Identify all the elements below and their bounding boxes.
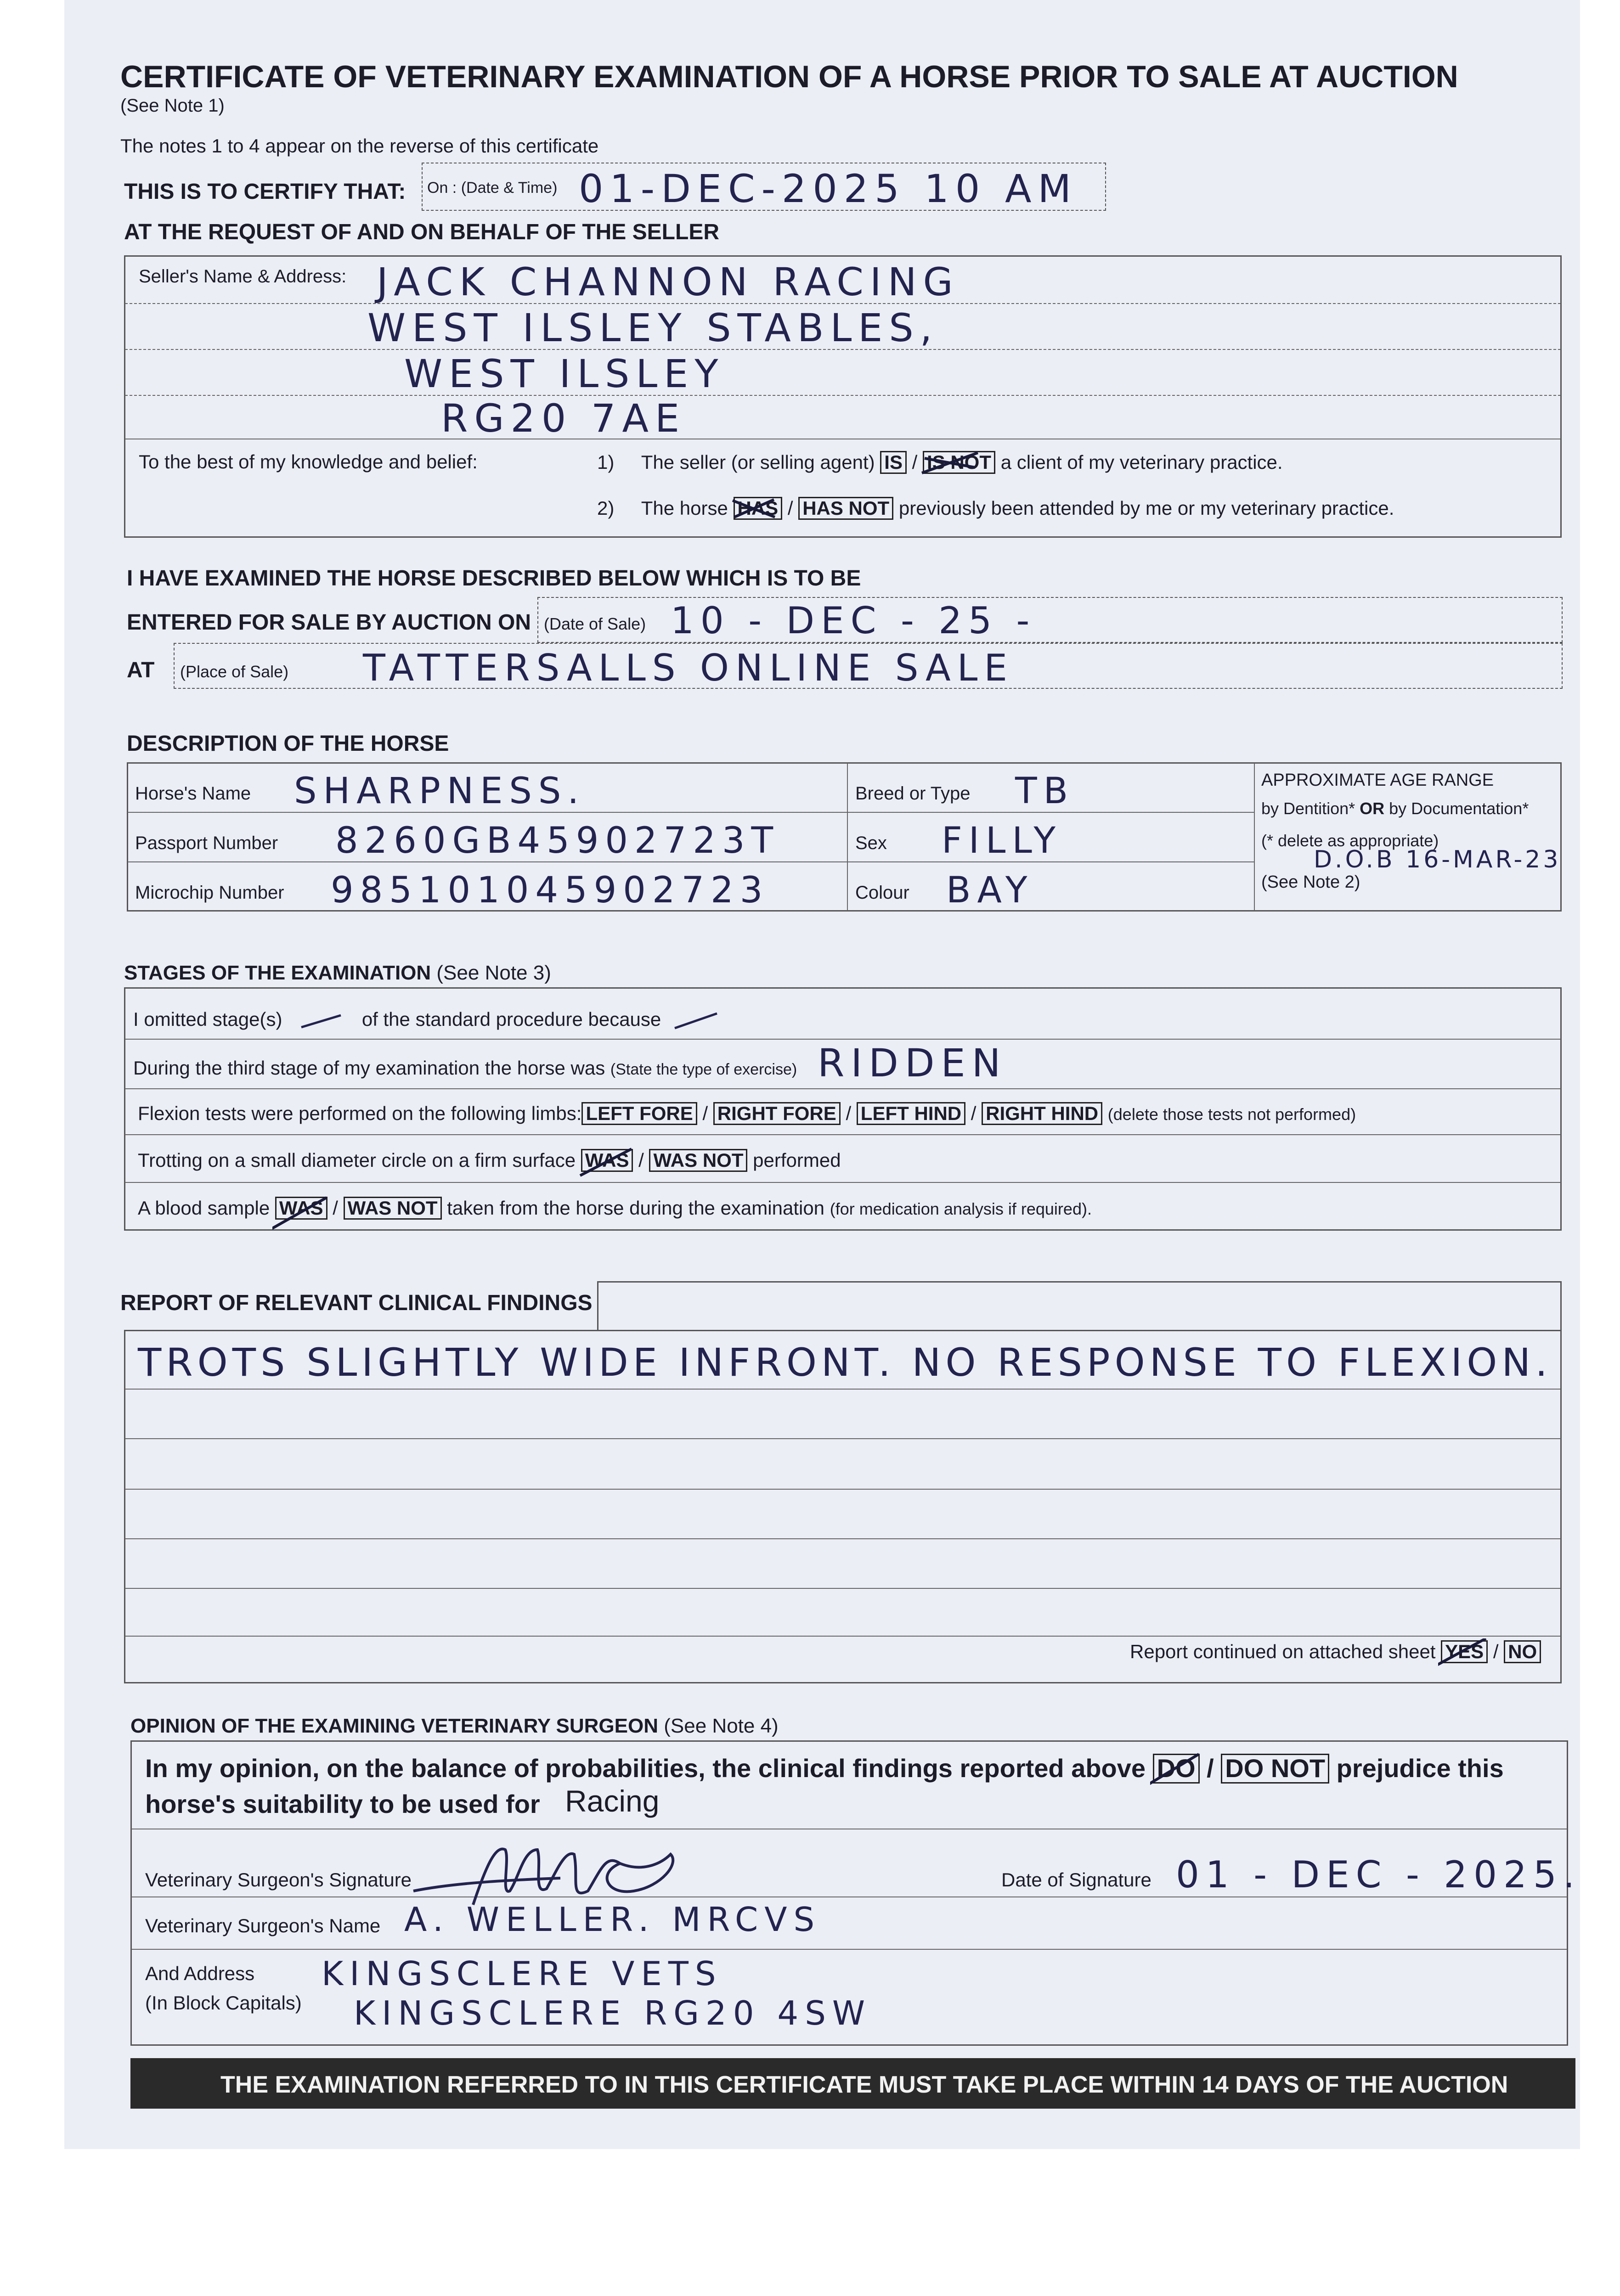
horse-name-label: Horse's Name: [135, 783, 251, 804]
address-line-1[interactable]: KINGSCLERE VETS: [322, 1954, 723, 1993]
address-hint: (In Block Capitals): [145, 1992, 302, 2014]
blood-row: A blood sample WAS / WAS NOT taken from the horse during the examination (for medication analysis if required).: [138, 1197, 1092, 1220]
report-heading: REPORT OF RELEVANT CLINICAL FINDINGS: [120, 1291, 593, 1315]
date-signature-label: Date of Signature: [1001, 1869, 1151, 1891]
certify-label: THIS IS TO CERTIFY THAT:: [124, 180, 406, 204]
sex-value[interactable]: FILLY: [942, 820, 1062, 861]
date-signature-value[interactable]: 01 - DEC - 2025.: [1176, 1853, 1581, 1896]
passport-label: Passport Number: [135, 833, 278, 853]
colour-value[interactable]: BAY: [946, 870, 1034, 911]
limb-right-fore[interactable]: RIGHT FORE: [713, 1102, 841, 1125]
colour-label: Colour: [855, 883, 909, 903]
seller-label: Seller's Name & Address:: [139, 266, 347, 287]
seller-line-3[interactable]: WEST ILSLEY: [404, 351, 725, 396]
see-note-1: (See Note 1): [120, 96, 225, 116]
knowledge-label: To the best of my knowledge and belief:: [139, 451, 478, 473]
client-is-not-option[interactable]: IS NOT: [923, 451, 995, 474]
statement-2: 2) The horse HAS / HAS NOT previously been attended by me or my veterinary practice.: [597, 497, 1394, 520]
blood-was-not-option[interactable]: WAS NOT: [344, 1197, 442, 1220]
address-line-2[interactable]: KINGSCLERE RG20 4SW: [354, 1994, 872, 2032]
opinion-heading: OPINION OF THE EXAMINING VETERINARY SURGEON (See Note 4): [130, 1715, 779, 1737]
sex-label: Sex: [855, 833, 887, 853]
trot-row: Trotting on a small diameter circle on a firm surface WAS / WAS NOT performed: [138, 1149, 841, 1172]
notes-line: The notes 1 to 4 appear on the reverse of this certificate: [120, 135, 599, 157]
signature-label: Veterinary Surgeon's Signature: [145, 1869, 412, 1891]
flexion-row: Flexion tests were performed on the following limbs: LEFT FORE / RIGHT FORE / LEFT HIND / RIGHT HIND (delete those tests not performed): [138, 1102, 1356, 1125]
opinion-purpose[interactable]: Racing: [565, 1784, 660, 1818]
limb-left-fore[interactable]: LEFT FORE: [581, 1102, 697, 1125]
opinion-do-option[interactable]: DO: [1153, 1753, 1200, 1784]
trot-was-option[interactable]: WAS: [581, 1149, 633, 1172]
statement-1: 1) The seller (or selling agent) IS / IS NOT a client of my veterinary practice.: [597, 451, 1283, 474]
age-note: (See Note 2): [1261, 872, 1360, 892]
seller-line-4[interactable]: RG20 7AE: [441, 396, 686, 441]
opinion-do-not-option[interactable]: DO NOT: [1221, 1754, 1329, 1784]
sale-place-label: (Place of Sale): [180, 662, 289, 681]
address-label: And Address: [145, 1963, 255, 1984]
age-delete-hint: (* delete as appropriate): [1261, 831, 1439, 850]
entered-label: ENTERED FOR SALE BY AUCTION ON: [127, 610, 531, 635]
seller-line-1[interactable]: JACK CHANNON RACING: [377, 259, 960, 304]
third-stage-row: During the third stage of my examination the horse was (State the type of exercise): [133, 1057, 797, 1079]
dash-mark-icon: [297, 1012, 347, 1030]
client-is-option[interactable]: IS: [880, 451, 907, 474]
report-continued-no[interactable]: NO: [1504, 1640, 1541, 1663]
sale-date-label: (Date of Sale): [544, 614, 646, 633]
examined-label: I HAVE EXAMINED THE HORSE DESCRIBED BELOW WHICH IS TO BE: [127, 566, 861, 591]
exam-datetime-label: On : (Date & Time): [427, 179, 558, 197]
seller-line-2[interactable]: WEST ILSLEY STABLES,: [367, 305, 939, 350]
report-text[interactable]: TROTS SLIGHTLY WIDE INFRONT. NO RESPONSE TO FLEXION.: [138, 1340, 1552, 1385]
age-label: APPROXIMATE AGE RANGE: [1261, 771, 1494, 790]
certificate-title: CERTIFICATE OF VETERINARY EXAMINATION OF A HORSE PRIOR TO SALE AT AUCTION: [120, 59, 1458, 94]
dash-mark-icon: [671, 1012, 722, 1030]
at-label: AT: [127, 658, 155, 682]
age-value[interactable]: D.O.B 16-MAR-23: [1314, 846, 1561, 873]
horse-has-not-option[interactable]: HAS NOT: [798, 497, 893, 520]
microchip-label: Microchip Number: [135, 883, 284, 903]
third-stage-value[interactable]: RIDDEN: [818, 1041, 1007, 1086]
report-heading-box: [597, 1281, 1562, 1331]
limb-right-hind[interactable]: RIGHT HIND: [982, 1102, 1102, 1125]
opinion-line-1: In my opinion, on the balance of probabilities, the clinical findings reported above DO / DO NOT prejudice this: [145, 1753, 1504, 1784]
report-continued-yes[interactable]: YES: [1441, 1640, 1488, 1663]
surgeon-name-value[interactable]: A. WELLER. MRCVS: [404, 1900, 821, 1939]
passport-value[interactable]: 8260GB459027​23T: [335, 820, 780, 861]
report-continued-row: Report continued on attached sheet YES / NO: [1130, 1640, 1541, 1663]
sale-place-value[interactable]: TATTERSALLS ONLINE SALE: [363, 647, 1014, 689]
limb-left-hind[interactable]: LEFT HIND: [857, 1102, 965, 1125]
description-heading: DESCRIPTION OF THE HORSE: [127, 732, 449, 756]
stages-heading: STAGES OF THE EXAMINATION (See Note 3): [124, 962, 551, 984]
omitted-row: I omitted stage(s) of the standard procedure because: [133, 1008, 722, 1030]
sale-date-value[interactable]: 10 - DEC - 25 -: [671, 599, 1036, 642]
surgeon-name-label: Veterinary Surgeon's Name: [145, 1915, 381, 1936]
request-label: AT THE REQUEST OF AND ON BEHALF OF THE SELLER: [124, 220, 719, 244]
age-methods: by Dentition* OR by Documentation*: [1261, 799, 1529, 818]
exam-datetime-value[interactable]: 01-DEC-2025 10 AM: [579, 166, 1078, 211]
microchip-value[interactable]: 985101045902723: [331, 870, 769, 911]
horse-name-value[interactable]: SHARPNESS.: [294, 771, 586, 812]
footer-text: THE EXAMINATION REFERRED TO IN THIS CERTIFICATE MUST TAKE PLACE WITHIN 14 DAYS OF THE AUCTION: [220, 2071, 1508, 2098]
horse-has-option[interactable]: HAS: [734, 497, 783, 520]
trot-was-not-option[interactable]: WAS NOT: [649, 1149, 747, 1172]
breed-label: Breed or Type: [855, 783, 971, 804]
opinion-line-2: horse's suitability to be used for: [145, 1790, 540, 1818]
blood-was-option[interactable]: WAS: [275, 1197, 327, 1220]
breed-value[interactable]: TB: [1015, 771, 1075, 812]
